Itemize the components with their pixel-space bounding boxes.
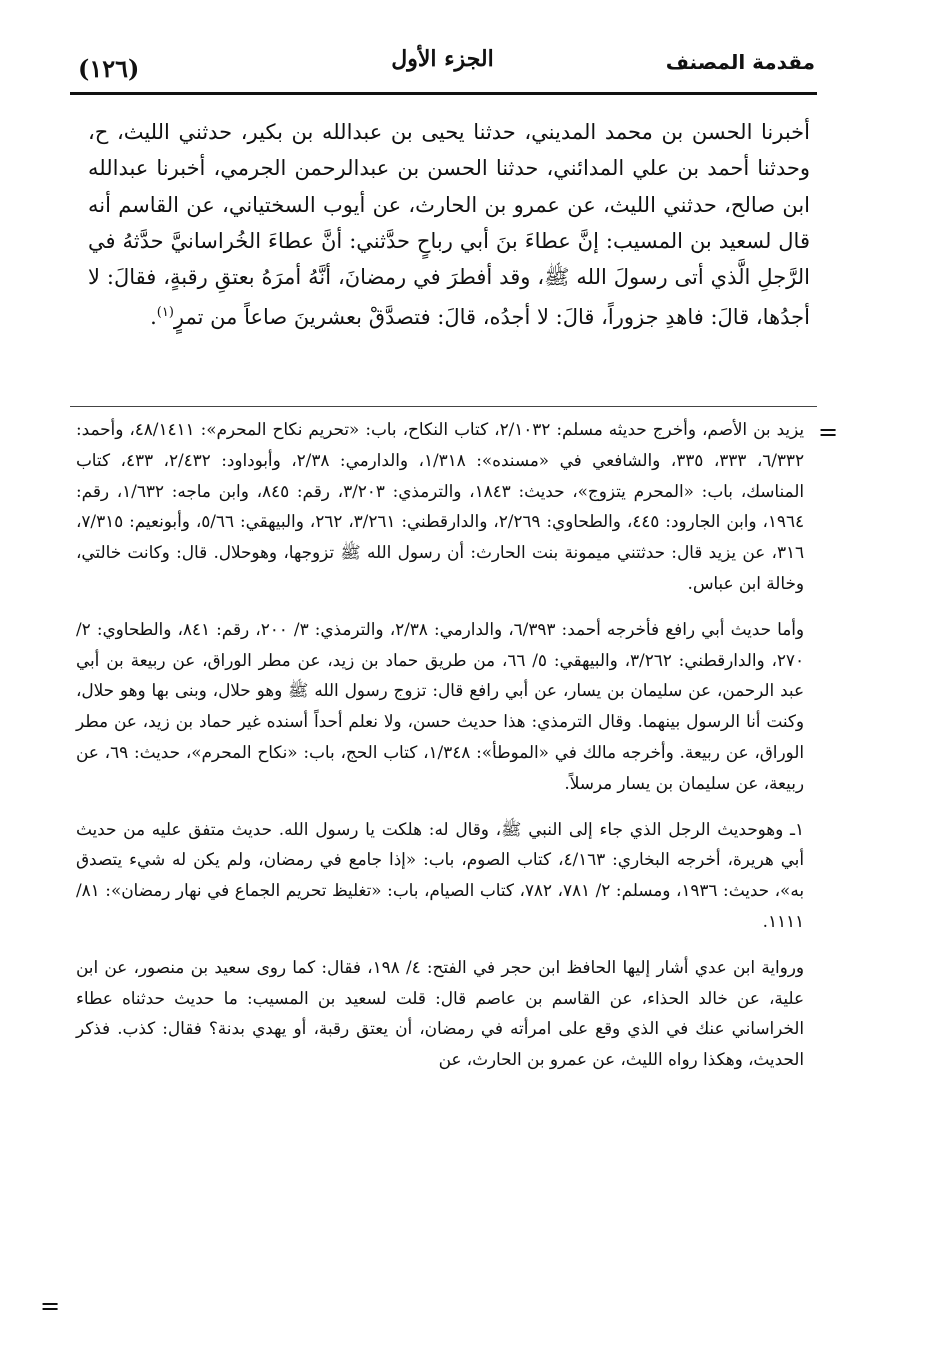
main-text <box>88 114 810 336</box>
header-rule <box>70 92 817 95</box>
section-title: مقدمة المصنف <box>665 50 815 74</box>
footnote-separator <box>70 406 817 407</box>
continuation-mark-top: = <box>818 418 839 446</box>
footnote-paragraph: يزيد بن الأصم، وأخرج حديثه مسلم: ٢/١٠٣٢، كتاب النكاح، باب: «تحريم نكاح المحرم»: ٤٨/١٤١١، وأحمد: ٦/٣٣٢، ٣٣٣، ٣٣٥، والشافعي في «مسنده»: ١/٣١٨، والدارمي: ٢/٣٨، وأبوداود: ٢/٤٣٢، ٤٣٣، كتاب المناسك، باب: «المحرم يتزوج»، حديث: ١٨٤٣، والترمذي: ٣/٢٠٣، رقم: ٨٤٥، وابن ماجه: ١/٦٣٢، رقم: ١٩٦٤، وابن الجارود: ٤٤٥، والطحاوي: ٢/٢٦٩، والدارقطني: ٣/٢٦١، ٢٦٢، والبيهقي: ٥/٦٦، وأبونعيم: ٧/٣١٥، ٣١٦، عن يزيد قال: حدثتني ميمونة بنت الحارث: أن رسول الله ﷺ تزوجها، وهوحلال. قال: وكانت خالتي، وخالة ابن عباس. <box>76 419 804 593</box>
continuation-mark-bottom: = <box>40 1292 61 1320</box>
footnote-paragraph: وأما حديث أبي رافع فأخرجه أحمد: ٦/٣٩٣، والدارمي: ٢/٣٨، والترمذي: ٣/ ٢٠٠، رقم: ٨٤١، والطحاوي: ٢/ ٢٧٠، والدارقطني: ٣/٢٦٢، والبيهقي: ٥/ ٦٦، من طريق حماد بن زيد، عن مطر الوراق، عن ربيعة بن أبي عبد الرحمن، عن سليمان بن يسار، عن أبي رافع قال: تزوج رسول الله ﷺ وهو حلال، وبنى بها وهو حلال، وكنت أنا الرسول بينهما. وقال الترمذي: هذا حديث حسن، ولا نعلم أحداً أسنده غير حماد بن زيد، عن مطر الوراق، عن ربيعة. وأخرجه مالك في «الموطأ»: ١/٣٤٨، كتاب الحج، باب: «نكاح المحرم»، حديث: ٦٩، عن ربيعة، عن سليمان بن يسار مرسلاً. <box>76 618 805 793</box>
page-header <box>70 38 815 90</box>
part-title: الجزء الأول <box>391 46 494 72</box>
footnote-paragraph: ورواية ابن عدي أشار إليها الحافظ ابن حجر في الفتح: ٤/ ١٩٨، فقال: كما روى سعيد بن منصور، عن ابن علية، عن خالد الحذاء، عن القاسم بن عاصم قال: قلت لسعيد بن المسيب: ما حديث حدثناه عطاء الخراساني عنك في الذي وقع على امرأته في رمضان، أن يعتق رقبة، أو يهدي بدنة؟ فقال: كذب. فذكر الحديث، وهكذا رواه الليث، عن عمرو بن الحارث، عن <box>76 956 804 1070</box>
footnote-paragraph: ١ـ وهوحديث الرجل الذي جاء إلى النبي ﷺ، وقال له: هلكت يا رسول الله. حديث متفق عليه من حديث أبي هريرة، أخرجه البخاري: ٤/١٦٣، كتاب الصوم، باب: «إذا جامع في رمضان، ولم يكن له شيء يتصدق به»، حديث: ١٩٣٦، ومسلم: ٢/ ٧٨١، ٧٨٢، كتاب الصيام، باب: «تغليظ تحريم الجماع في نهار رمضان»: ٨١/ ١١١١. <box>76 818 805 931</box>
main-paragraph: أخبرنا الحسن بن محمد المديني، حدثنا يحيى بن عبدالله بن بكير، حدثني الليث، ح، وحدثنا أحمد بن علي المدائني، حدثنا الحسن بن عبدالرحمن الجرمي، أخبرنا عبدالله ابن صالح، حدثني الليث، عن عمرو بن الحارث، عن أيوب السختياني، عن القاسم أنه قال لسعيد بن المسيب: إنَّ عطاءَ بنَ أبي رباحٍ حدَّثني: أنَّ عطاءَ الخُراسانيَّ حدَّثهُ في الرَّجلِ الَّذي أتى رسولَ الله ﷺ، وقد أفطرَ في رمضانَ، أنَّهُ أمرَهُ بعتقِ رقبةٍ، فقالَ: لا أجدُها، قالَ: فاهدِ جزوراً، قالَ: لا أجدُه، قالَ: فتصدَّقْ بعشرينَ صاعاً من تمرٍ$^{(١)}$. <box>88 120 810 330</box>
page-number: (١٢٦) <box>78 54 140 83</box>
footnote-reference: (١) <box>156 305 174 321</box>
main-paragraph-text: أخبرنا الحسن بن محمد المديني، حدثنا يحيى بن عبدالله بن بكير، حدثني الليث، ح، وحدثنا أحمد بن علي المدائني، حدثنا الحسن بن عبدالرحمن الجرمي، أخبرنا عبدالله ابن صالح، حدثني الليث، عن عمرو بن الحارث، عن أيوب السختياني، عن القاسم أنه قال لسعيد بن المسيب: إنَّ عطاءَ بنَ أبي رباحٍ حدَّثني: أنَّ عطاءَ الخُراسانيَّ حدَّثهُ في الرَّجلِ الَّذي أتى رسولَ الله ﷺ، وقد أفطرَ في رمضانَ، أنَّهُ أمرَهُ بعتقِ رقبةٍ، فقالَ: لا أجدُها، قالَ: فاهدِ جزوراً، قالَ: لا أجدُه، قالَ: فتصدَّقْ بعشرينَ صاعاً من تمرٍ <box>88 120 810 330</box>
footnotes <box>76 414 804 1090</box>
